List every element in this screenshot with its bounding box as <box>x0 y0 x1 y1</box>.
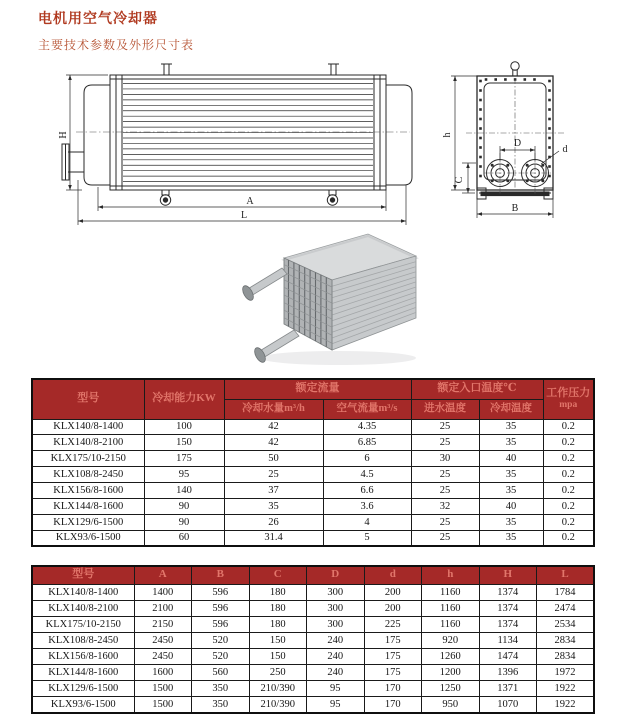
table-row <box>32 681 594 697</box>
value-cell: 5 <box>323 530 411 546</box>
model-cell: KLX156/8-1600 <box>32 648 134 664</box>
value-cell: 95 <box>307 681 365 697</box>
table-row <box>32 514 594 530</box>
col-C: C <box>249 566 307 584</box>
dimension-table-body <box>32 584 594 713</box>
value-cell: 37 <box>224 483 323 499</box>
value-cell: 300 <box>307 584 365 600</box>
value-cell: 26 <box>224 514 323 530</box>
value-cell: 6 <box>323 451 411 467</box>
value-cell: 42 <box>224 435 323 451</box>
value-cell: 150 <box>249 648 307 664</box>
model-cell: KLX156/8-1600 <box>32 483 144 499</box>
value-cell: 180 <box>249 584 307 600</box>
value-cell: 210/390 <box>249 681 307 697</box>
value-cell: 1070 <box>479 697 537 713</box>
value-cell: 350 <box>192 697 250 713</box>
model-cell: KLX144/8-1600 <box>32 498 144 514</box>
working-pressure-unit: mpa <box>559 399 578 410</box>
value-cell: 0.2 <box>543 498 594 514</box>
dim-label-H: H <box>58 131 69 139</box>
value-cell: 1474 <box>479 648 537 664</box>
value-cell: 25 <box>411 419 479 435</box>
value-cell: 3.6 <box>323 498 411 514</box>
value-cell: 2834 <box>537 632 595 648</box>
table-row <box>32 632 594 648</box>
dim-label-A: A <box>246 196 254 207</box>
table-row <box>32 530 594 546</box>
value-cell: 0.2 <box>543 530 594 546</box>
col-h: h <box>422 566 480 584</box>
value-cell: 35 <box>479 514 543 530</box>
value-cell: 210/390 <box>249 697 307 713</box>
model-cell: KLX108/8-2450 <box>32 632 134 648</box>
value-cell: 596 <box>192 616 250 632</box>
dim-label-h: h <box>442 132 453 138</box>
value-cell: 4.35 <box>323 419 411 435</box>
value-cell: 100 <box>144 419 224 435</box>
value-cell: 25 <box>411 435 479 451</box>
value-cell: 0.2 <box>543 419 594 435</box>
value-cell: 180 <box>249 616 307 632</box>
table-row <box>32 483 594 499</box>
model-cell: KLX93/6-1500 <box>32 530 144 546</box>
col-L: L <box>537 566 595 584</box>
value-cell: 2150 <box>134 616 192 632</box>
working-pressure-label: 工作压力 <box>546 386 591 399</box>
value-cell: 350 <box>192 681 250 697</box>
value-cell: 2100 <box>134 600 192 616</box>
value-cell: 90 <box>144 514 224 530</box>
dim-label-d: d <box>562 144 568 155</box>
value-cell: 31.4 <box>224 530 323 546</box>
model-cell: KLX175/10-2150 <box>32 451 144 467</box>
value-cell: 150 <box>144 435 224 451</box>
value-cell: 180 <box>249 600 307 616</box>
value-cell: 200 <box>364 584 422 600</box>
value-cell: 6.85 <box>323 435 411 451</box>
table-row <box>32 467 594 483</box>
dim-label-L: L <box>240 210 248 221</box>
finned-tube-cooler-photo <box>220 224 438 374</box>
value-cell: 1200 <box>422 664 480 680</box>
model-cell: KLX140/8-2100 <box>32 435 144 451</box>
value-cell: 240 <box>307 664 365 680</box>
model-cell: KLX129/6-1500 <box>32 681 134 697</box>
value-cell: 0.2 <box>543 483 594 499</box>
table-row <box>32 419 594 435</box>
value-cell: 596 <box>192 584 250 600</box>
model-cell: KLX140/8-2100 <box>32 600 134 616</box>
value-cell: 25 <box>224 467 323 483</box>
value-cell: 25 <box>411 467 479 483</box>
value-cell: 920 <box>422 632 480 648</box>
value-cell: 225 <box>364 616 422 632</box>
col-A: A <box>134 566 192 584</box>
value-cell: 25 <box>411 514 479 530</box>
value-cell: 175 <box>364 664 422 680</box>
value-cell: 170 <box>364 697 422 713</box>
col-B: B <box>192 566 250 584</box>
value-cell: 175 <box>144 451 224 467</box>
cooler-front-view-drawing <box>58 56 420 228</box>
col-d: d <box>364 566 422 584</box>
col-cooling-temp: 冷却温度 <box>479 399 543 419</box>
spec-table-body <box>32 419 594 546</box>
value-cell: 40 <box>479 451 543 467</box>
col-model: 型号 <box>32 566 134 584</box>
value-cell: 90 <box>144 498 224 514</box>
value-cell: 95 <box>144 467 224 483</box>
value-cell: 240 <box>307 632 365 648</box>
value-cell: 140 <box>144 483 224 499</box>
model-cell: KLX129/6-1500 <box>32 514 144 530</box>
table-row <box>32 435 594 451</box>
table-row <box>32 451 594 467</box>
value-cell: 1260 <box>422 648 480 664</box>
model-cell: KLX93/6-1500 <box>32 697 134 713</box>
value-cell: 1250 <box>422 681 480 697</box>
dim-label-B: B <box>511 203 519 214</box>
model-cell: KLX140/8-1400 <box>32 419 144 435</box>
value-cell: 6.6 <box>323 483 411 499</box>
value-cell: 25 <box>411 483 479 499</box>
table-row <box>32 616 594 632</box>
value-cell: 1922 <box>537 697 595 713</box>
value-cell: 950 <box>422 697 480 713</box>
value-cell: 25 <box>411 530 479 546</box>
dim-label-D: D <box>513 138 522 149</box>
value-cell: 32 <box>411 498 479 514</box>
value-cell: 520 <box>192 632 250 648</box>
cooler-side-view-drawing <box>428 54 618 229</box>
spec-table-header <box>32 379 594 419</box>
value-cell: 1160 <box>422 600 480 616</box>
col-model: 型号 <box>32 379 144 419</box>
value-cell: 35 <box>479 467 543 483</box>
dimension-table <box>31 565 595 714</box>
value-cell: 170 <box>364 681 422 697</box>
col-water-flow: 冷却水量m³/h <box>224 399 323 419</box>
value-cell: 0.2 <box>543 435 594 451</box>
value-cell: 2474 <box>537 600 595 616</box>
value-cell: 35 <box>224 498 323 514</box>
col-water-inlet-temp: 进水温度 <box>411 399 479 419</box>
value-cell: 1784 <box>537 584 595 600</box>
value-cell: 95 <box>307 697 365 713</box>
spec-table <box>31 378 595 547</box>
value-cell: 2450 <box>134 648 192 664</box>
value-cell: 150 <box>249 632 307 648</box>
col-air-flow: 空气流量m³/s <box>323 399 411 419</box>
table-row <box>32 648 594 664</box>
col-D: D <box>307 566 365 584</box>
value-cell: 1400 <box>134 584 192 600</box>
value-cell: 2450 <box>134 632 192 648</box>
col-group-inlet-temp: 额定入口温度℃ <box>411 379 543 399</box>
value-cell: 200 <box>364 600 422 616</box>
value-cell: 35 <box>479 483 543 499</box>
value-cell: 42 <box>224 419 323 435</box>
value-cell: 1374 <box>479 584 537 600</box>
value-cell: 60 <box>144 530 224 546</box>
page-subtitle: 主要技术参数及外形尺寸表 <box>38 38 195 52</box>
value-cell: 0.2 <box>543 467 594 483</box>
value-cell: 300 <box>307 600 365 616</box>
model-cell: KLX175/10-2150 <box>32 616 134 632</box>
value-cell: 1972 <box>537 664 595 680</box>
col-working-pressure <box>543 379 594 419</box>
page-title: 电机用空气冷却器 <box>38 11 158 27</box>
value-cell: 240 <box>307 648 365 664</box>
value-cell: 560 <box>192 664 250 680</box>
value-cell: 175 <box>364 632 422 648</box>
table-row <box>32 697 594 713</box>
value-cell: 2834 <box>537 648 595 664</box>
value-cell: 1134 <box>479 632 537 648</box>
value-cell: 300 <box>307 616 365 632</box>
value-cell: 250 <box>249 664 307 680</box>
model-cell: KLX144/8-1600 <box>32 664 134 680</box>
value-cell: 35 <box>479 419 543 435</box>
value-cell: 1160 <box>422 616 480 632</box>
value-cell: 1374 <box>479 600 537 616</box>
value-cell: 1160 <box>422 584 480 600</box>
model-cell: KLX108/8-2450 <box>32 467 144 483</box>
value-cell: 520 <box>192 648 250 664</box>
col-H: H <box>479 566 537 584</box>
value-cell: 1374 <box>479 616 537 632</box>
value-cell: 0.2 <box>543 514 594 530</box>
table-row <box>32 584 594 600</box>
value-cell: 1371 <box>479 681 537 697</box>
value-cell: 1500 <box>134 681 192 697</box>
value-cell: 596 <box>192 600 250 616</box>
value-cell: 1396 <box>479 664 537 680</box>
col-cooling-capacity: 冷却能力KW <box>144 379 224 419</box>
dim-label-C: C <box>454 176 465 184</box>
value-cell: 30 <box>411 451 479 467</box>
table-row <box>32 498 594 514</box>
value-cell: 0.2 <box>543 451 594 467</box>
value-cell: 2534 <box>537 616 595 632</box>
table-row <box>32 664 594 680</box>
model-cell: KLX140/8-1400 <box>32 584 134 600</box>
value-cell: 40 <box>479 498 543 514</box>
value-cell: 4 <box>323 514 411 530</box>
value-cell: 1500 <box>134 697 192 713</box>
value-cell: 1922 <box>537 681 595 697</box>
value-cell: 1600 <box>134 664 192 680</box>
dimension-table-header <box>32 566 594 584</box>
value-cell: 35 <box>479 530 543 546</box>
value-cell: 175 <box>364 648 422 664</box>
value-cell: 4.5 <box>323 467 411 483</box>
table-row <box>32 600 594 616</box>
value-cell: 35 <box>479 435 543 451</box>
value-cell: 50 <box>224 451 323 467</box>
col-group-rated-flow: 额定流量 <box>224 379 411 399</box>
